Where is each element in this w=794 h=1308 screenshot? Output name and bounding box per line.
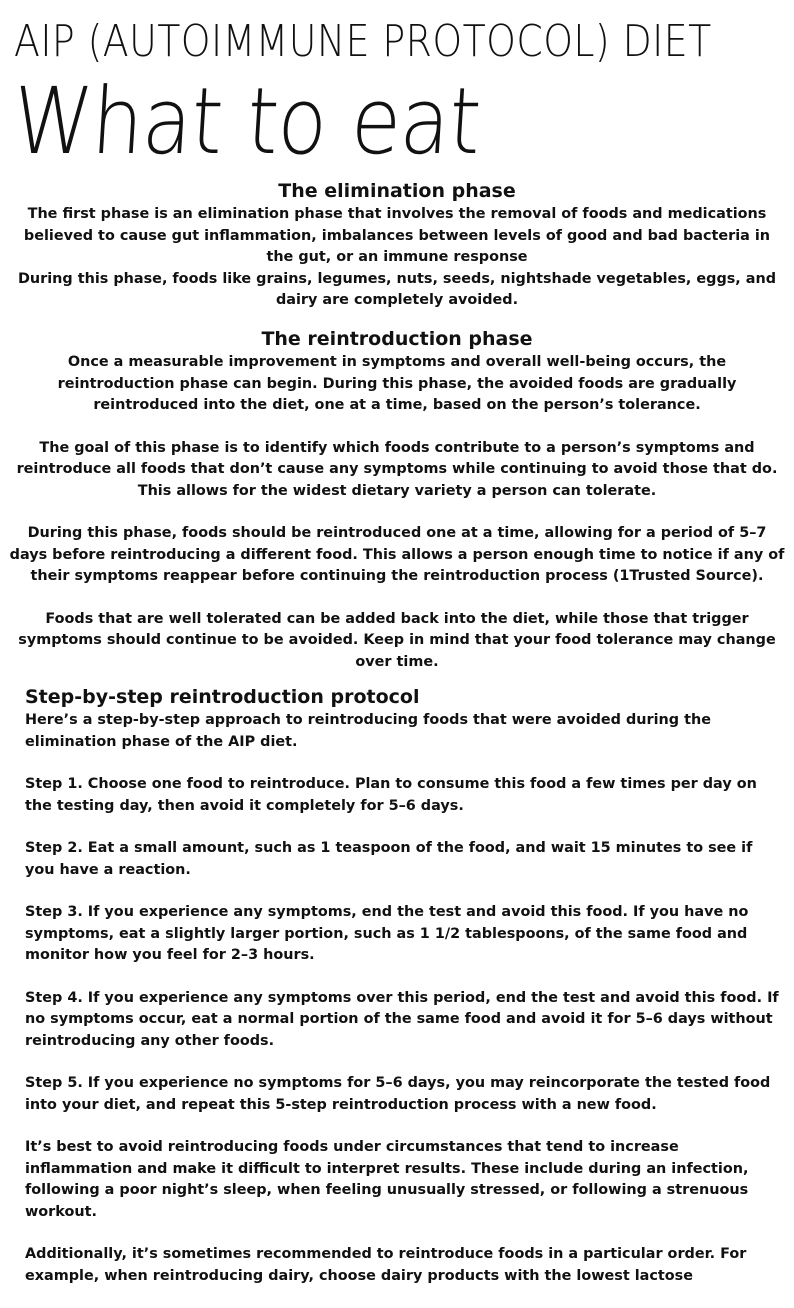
elimination-section <box>8 178 786 312</box>
elimination-heading: The elimination phase <box>278 180 516 202</box>
protocol-step-2: Step 2. Eat a small amount, such as 1 teaspoon of the food, and wait 15 minutes to see if you have a reaction. <box>25 840 753 878</box>
reintroduction-paragraph-4: Foods that are well tolerated can be added back into the diet, while those that trigger symptoms should continue to be avoided. Keep in mind that your food tolerance may change over time. <box>18 610 776 670</box>
elimination-paragraph-2: During this phase, foods like grains, legumes, nuts, seeds, nightshade vegetables, eggs, and dairy are completely avoided. <box>17 270 777 308</box>
protocol-step-5: Step 5. If you experience no symptoms for 5–6 days, you may reincorporate the tested food into your diet, and repeat this 5-step reintroduction process with a new food. <box>25 1075 771 1113</box>
reintroduction-section <box>8 326 786 673</box>
reintroduction-paragraph-2: The goal of this phase is to identify which foods contribute to a person’s symptoms and reintroduce all foods that don’t cause any symptoms while continuing to avoid those that do. This allows for the widest dietary variety a person can tolerate. <box>16 439 778 499</box>
protocol-note-2: Additionally, it’s sometimes recommended to reintroduce foods in a particular order. For example, when reintroducing dairy, choose dairy products with the lowest lactose <box>25 1246 747 1284</box>
page-title: AIP (AUTOIMMUNE PROTOCOL) DIET <box>14 16 712 67</box>
reintroduction-paragraph-3: During this phase, foods should be reintroduced one at a time, allowing for a period of 5–7 days before reintroducing a different food. This allows a person enough time to notice if any of their symptoms reappear before continuing the reintroduction process (1Trusted Source). <box>9 525 785 584</box>
protocol-heading: Step-by-step reintroduction protocol <box>25 686 420 708</box>
elimination-paragraph-1: The first phase is an elimination phase that involves the removal of foods and medications believed to cause gut inflammation, imbalances between levels of good and bad bacteria in the gut, or an immune response <box>23 206 771 265</box>
reintroduction-heading: The reintroduction phase <box>261 328 533 350</box>
protocol-step-3: Step 3. If you experience any symptoms, end the test and avoid this food. If you have no symptoms, eat a slightly larger portion, such as 1 1/2 tablespoons, of the same food and monitor how you feel for 2–3 hours. <box>25 904 749 963</box>
page-subtitle: What to eat <box>9 68 484 175</box>
protocol-note-1: It’s best to avoid reintroducing foods under circumstances that tend to increase inflammation and make it difficult to interpret results. These include during an infection, following a poor night’s sleep, when feeling unusually stressed, or following a strenuous workout. <box>25 1139 749 1220</box>
protocol-section <box>25 684 781 1287</box>
protocol-step-4: Step 4. If you experience any symptoms over this period, end the test and avoid this food. If no symptoms occur, eat a normal portion of the same food and avoid it for 5–6 days without reintroducing any other foods. <box>25 989 779 1049</box>
protocol-intro: Here’s a step-by-step approach to reintroducing foods that were avoided during the elimination phase of the AIP diet. <box>25 712 711 750</box>
reintroduction-paragraph-1: Once a measurable improvement in symptoms and overall well-being occurs, the reintroduction phase can begin. During this phase, the avoided foods are gradually reintroduced into the diet, one at a time, based on the person’s tolerance. <box>57 354 737 413</box>
protocol-step-1: Step 1. Choose one food to reintroduce. Plan to consume this food a few times per day on the testing day, then avoid it completely for 5–6 days. <box>25 776 757 814</box>
